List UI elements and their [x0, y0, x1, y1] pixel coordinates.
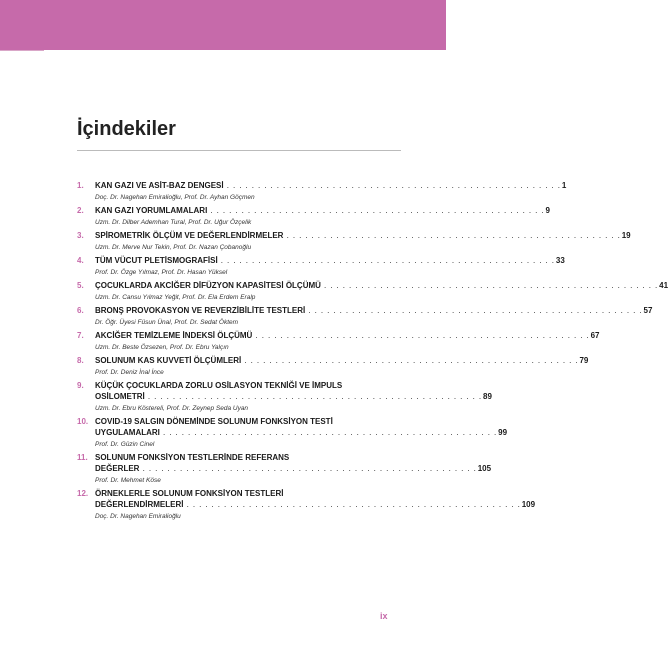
toc-entry-number: 9.: [77, 381, 84, 390]
toc-entry-title-text: OSİLOMETRİ: [95, 392, 145, 401]
toc-entry-author: Uzm. Dr. Beste Özsezen, Prof. Dr. Ebru Yalçın: [95, 344, 229, 351]
toc-entry-title-text: ÇOCUKLARDA AKCİĞER DİFÜZYON KAPASİTESİ ÖLÇÜMÜ: [95, 281, 321, 290]
toc-entry-title-text: SOLUNUM KAS KUVVETİ ÖLÇÜMLERİ: [95, 356, 242, 365]
toc-entry-author: Uzm. Dr. Cansu Yılmaz Yeğit, Prof. Dr. Ela Erdem Eralp: [95, 294, 256, 301]
toc-entry-title-line: SOLUNUM FONKSİYON TESTLERİNDE REFERANS: [95, 453, 290, 462]
toc-entry-title-text: AKCİĞER TEMİZLEME İNDEKSİ ÖLÇÜMÜ: [95, 331, 253, 340]
toc-entry-page: 33: [555, 256, 565, 265]
toc-entry[interactable]: [77, 280, 668, 302]
toc-entry[interactable]: [77, 255, 565, 277]
toc-entry-number: 4.: [77, 256, 84, 265]
toc-entry-number: 8.: [77, 356, 84, 365]
toc-entry-number: 6.: [77, 306, 84, 315]
toc-entry-title-line: ÖRNEKLERLE SOLUNUM FONKSİYON TESTLERİ: [95, 489, 284, 498]
dot-leader: . . . . . . . . . . . . . . . . . . . . . . . . . . . . . . . . . . . . . . . . . . . . . . . . . . . . . .: [207, 206, 545, 215]
title-divider: [77, 150, 401, 151]
toc-entry[interactable]: [77, 180, 567, 202]
toc-entry-title: [95, 499, 521, 510]
toc-entry-title-text: DEĞERLENDİRMELERİ: [95, 500, 184, 509]
toc-entry-page: 99: [498, 428, 508, 437]
toc-entry[interactable]: [77, 355, 589, 377]
toc-entry-number: 12.: [77, 489, 89, 498]
header-rule: [0, 50, 44, 51]
toc-entry-author: Prof. Dr. Özge Yılmaz, Prof. Dr. Hasan Yüksel: [95, 269, 228, 276]
toc-entry-author: Uzm. Dr. Merve Nur Tekin, Prof. Dr. Nazan Çobanoğlu: [95, 244, 252, 251]
toc-entry-author: Doç. Dr. Nagehan Emiralioğlu, Prof. Dr. Ayhan Göçmen: [95, 194, 255, 201]
toc-entry-title: [95, 230, 621, 241]
dot-leader: . . . . . . . . . . . . . . . . . . . . . . . . . . . . . . . . . . . . . . . . . . . . . . . . . . . . . .: [139, 464, 477, 473]
toc-entry-number: 10.: [77, 417, 89, 426]
toc-entry-title: [95, 355, 578, 366]
toc-entry[interactable]: [77, 380, 492, 413]
toc-entry-page: 109: [521, 500, 536, 509]
dot-leader: . . . . . . . . . . . . . . . . . . . . . . . . . . . . . . . . . . . . . . . . . . . . . . . . . . . . . .: [305, 306, 643, 315]
toc-entry-number: 5.: [77, 281, 84, 290]
toc-entry-title-text: KAN GAZI VE ASİT-BAZ DENGESİ: [95, 181, 224, 190]
toc-entry[interactable]: [77, 416, 508, 449]
toc-entry-page: 105: [477, 464, 492, 473]
toc-entry-author: Dr. Öğr. Üyesi Füsun Ünal, Prof. Dr. Sedat Öktem: [95, 319, 239, 326]
toc-entry-author: Prof. Dr. Mehmet Köse: [95, 477, 161, 484]
dot-leader: . . . . . . . . . . . . . . . . . . . . . . . . . . . . . . . . . . . . . . . . . . . . . . . . . . . . . .: [144, 392, 483, 401]
toc-entry-title-text: DEĞERLER: [95, 464, 140, 473]
toc-entry-page: 89: [483, 392, 492, 401]
dot-leader: . . . . . . . . . . . . . . . . . . . . . . . . . . . . . . . . . . . . . . . . . . . . . . . . . . . . . .: [320, 281, 659, 290]
header-band: [0, 0, 446, 50]
toc-entry-number: 3.: [77, 231, 84, 240]
toc-entry-title: [95, 180, 561, 191]
toc-entry[interactable]: [77, 205, 550, 227]
toc-entry-title: [95, 330, 590, 341]
toc-entry[interactable]: [77, 305, 653, 327]
toc-entry-page: 79: [579, 356, 589, 365]
toc-entry-title-text: TÜM VÜCUT PLETİSMOGRAFİSİ: [95, 256, 218, 265]
toc-entry-author: Uzm. Dr. Dilber Ademhan Tural, Prof. Dr. Uğur Özçelik: [95, 219, 252, 226]
toc-entry-number: 1.: [77, 181, 84, 190]
dot-leader: . . . . . . . . . . . . . . . . . . . . . . . . . . . . . . . . . . . . . . . . . . . . . . . . . . . . . .: [283, 231, 621, 240]
toc-entry-author: Prof. Dr. Deniz İnal İnce: [95, 369, 164, 376]
toc-entry-title: [95, 205, 545, 216]
toc-entry-title-text: BRONŞ PROVOKASYON VE REVERZİBİLİTE TESTLERİ: [95, 306, 306, 315]
dot-leader: . . . . . . . . . . . . . . . . . . . . . . . . . . . . . . . . . . . . . . . . . . . . . . . . . . . . . .: [159, 428, 498, 437]
toc-entry-title: [95, 463, 477, 474]
toc-entry-author: Doç. Dr. Nagehan Emiralioğlu: [95, 513, 181, 520]
toc-entry-page: 19: [621, 231, 631, 240]
dot-leader: . . . . . . . . . . . . . . . . . . . . . . . . . . . . . . . . . . . . . . . . . . . . . . . . . . . . . .: [217, 256, 555, 265]
toc-entry[interactable]: [77, 488, 536, 521]
toc-entry-title-text: KAN GAZI YORUMLAMALARI: [95, 206, 208, 215]
page-number: ix: [380, 611, 388, 621]
toc-entry-page: 41: [659, 281, 668, 290]
dot-leader: . . . . . . . . . . . . . . . . . . . . . . . . . . . . . . . . . . . . . . . . . . . . . . . . . . . . . .: [241, 356, 579, 365]
toc-entry-title: [95, 255, 555, 266]
toc-entry-page: 1: [561, 181, 567, 190]
toc-entry-number: 11.: [77, 453, 88, 462]
dot-leader: . . . . . . . . . . . . . . . . . . . . . . . . . . . . . . . . . . . . . . . . . . . . . . . . . . . . . .: [252, 331, 590, 340]
dot-leader: . . . . . . . . . . . . . . . . . . . . . . . . . . . . . . . . . . . . . . . . . . . . . . . . . . . . . .: [223, 181, 561, 190]
toc-entry[interactable]: [77, 230, 631, 252]
toc-entry[interactable]: [77, 452, 492, 485]
toc-entry-number: 7.: [77, 331, 84, 340]
toc-entry-title: [95, 305, 643, 316]
toc-entry-number: 2.: [77, 206, 84, 215]
table-of-contents: [77, 180, 668, 524]
page-title: İçindekiler: [77, 118, 176, 140]
toc-entry-author: Prof. Dr. Güzin Cinel: [95, 441, 155, 448]
toc-entry-title-line: KÜÇÜK ÇOCUKLARDA ZORLU OSİLASYON TEKNİĞİ VE İMPULS: [95, 381, 343, 390]
toc-entry-page: 57: [643, 306, 653, 315]
toc-entry-author: Uzm. Dr. Ebru Köstereli, Prof. Dr. Zeynep Seda Uyan: [95, 405, 249, 412]
toc-entry-title-line: COVID-19 SALGIN DÖNEMİNDE SOLUNUM FONKSİYON TESTİ: [95, 417, 333, 426]
dot-leader: . . . . . . . . . . . . . . . . . . . . . . . . . . . . . . . . . . . . . . . . . . . . . . . . . . . . . .: [183, 500, 521, 509]
toc-entry-title-text: UYGULAMALARI: [95, 428, 160, 437]
toc-entry-page: 9: [545, 206, 550, 215]
toc-entry-title: [95, 427, 497, 438]
toc-entry-title: [95, 280, 658, 291]
toc-entry-page: 67: [590, 331, 600, 340]
toc-entry-title: [95, 391, 482, 402]
toc-entry[interactable]: [77, 330, 600, 352]
toc-entry-title-text: SPİROMETRİK ÖLÇÜM VE DEĞERLENDİRMELER: [95, 231, 284, 240]
